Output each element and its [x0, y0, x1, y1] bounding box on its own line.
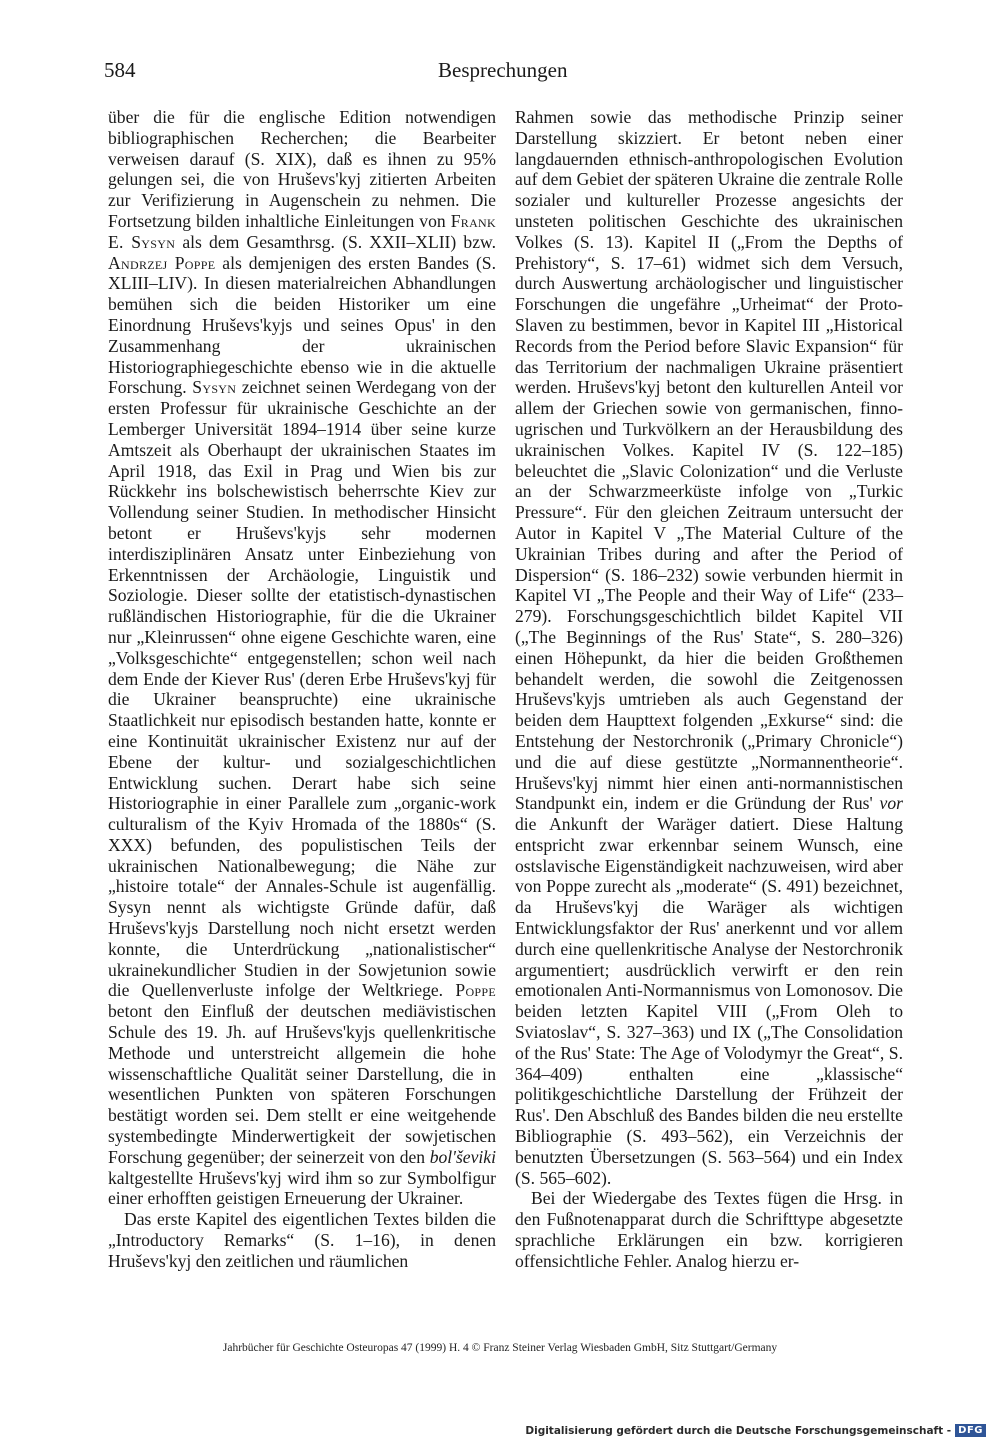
author-name-poppe: Andrzej Poppe — [108, 252, 216, 273]
text-run: Rahmen sowie das methodische Prinzip seiner Darstellung skizziert. Er betont neben einer langdauernden ethnisch-anthropologischen Evolution auf dem Gebiet der späteren Ukraine die zentrale Rolle sozialer und kultureller Prozesse angesichts der unsteten politischen Geschichte des ukrainischen Volkes (S. 13). Kapitel II („From the Depths of Prehistory“, S. 17–61) widmet sich dem Versuch, durch Auswertung archäologischer und linguistischer Forschungen die ungefähre „Urheimat“ der Proto-Slaven zu bestimmen, bevor in Kapitel III „Historical Records from the Period before Slavic Expansion“ für das Territorium der nachmaligen Ukraine präsentiert werden. Hruševs'kyj betont den kulturellen Anteil vor allem der Griechen sowie von germanischen, finno-ugrischen und Turkvölkern an der Herausbildung des ukrainischen Volkes. Kapitel IV (S. 122–185) beleuchtet die „Slavic Colonization“ und die Verluste an der Schwarzmeerküste infolge von „Turkic Pressure“. Für den gleichen Zeitraum untersucht der Autor in Kapitel V „The Material Culture of the Ukrainian Tribes during and after the Period of Dispersion“ (S. 186–232) sowie verbunden hiermit in Kapitel VI „The People and their Way of Life“ (233–279). Forschungsgeschichtlich bildet Kapitel VII („The Beginnings of the Rus' State“, S. 280–326) einen Höhepunkt, da hier die beiden Großthemen behandelt werden, die sowohl die Zeitgenossen Hruševs'kyjs umtrieben als auch Gegenstand der beiden dem Haupttext folgenden „Exkurse“ sind: die Entstehung der Nestorchronik („Primary Chronicle“) und die auf diese gestützte „Normannentheorie“. Hruševs'kyj nimmt hier einen anti-normannistischen Standpunkt ein, indem er die Gründung der Rus' — [515, 107, 903, 814]
author-name-poppe-ref: Poppe — [455, 980, 496, 1001]
italic-term: bol'ševiki — [429, 1146, 496, 1167]
text-run: die Ankunft der Waräger datiert. Diese Haltung entspricht zwar erkennbar seinem Wunsch, eine ostslavische Eigenständigkeit nachzuweisen, wird aber von Poppe zurecht als „moderate“ (S. 491) bezeichnet, da Hruševs'kyj die Waräger als wichtigen Entwicklungsfaktor der Rus' anerkennt und vor allem durch eine quellenkritische Analyse der Nestorchronik argumentiert; ausdrücklich verwirft er den rein emotionalen Anti-Normannismus von Lomonosov. Die beiden letzten Kapitel VIII („From Oleh to Sviatoslav“, S. 327–363) und IX („The Consolidation of the Rus' State: The Age of Volodymyr the Great“, S. 364–409) enthalten eine „klassische“ politikgeschichtliche Darstellung der Frühzeit der Rus'. Den Abschluß des Bandes bilden die neu erstellte Bibliographie (S. 493–562), ein Verzeichnis der benutzten Übersetzungen (S. 563–564) und ein Index (S. 565–602). — [515, 814, 903, 1188]
left-paragraph-1 — [108, 107, 496, 1209]
text-run: als demjenigen des ersten Bandes (S. XLIII–LIV). In diesen materialreichen Abhandlungen bemühen sich die beiden Historiker um eine Einordnung Hruševs'kyjs und seines Opus' in den Zusammenhang der ukrainischen Historiographiegeschichte ebenso wie in die aktuelle Forschung. — [108, 252, 496, 398]
text-run: betont den Einfluß der deutschen mediävistischen Schule des 19. Jh. auf Hruševs'kyjs quellenkritische Methode und unterstreicht allgemein die hohe wissenschaftliche Qualität seiner Darstellung, die in wesentlichen Punkten von späteren Forschungen bestätigt worden sei. Dem stellt er eine weitgehende systembedingte Minderwertigkeit der sowjetischen Forschung gegenüber; der seinerzeit von den — [108, 1001, 496, 1167]
text-run: als dem Gesamthrsg. (S. XXII–XLII) bzw. — [175, 231, 496, 252]
right-paragraph-2: Bei der Wiedergabe des Textes fügen die Hrsg. in den Fußnotenapparat durch die Schrifttype abgesetzte sprachliche Erklärungen ein bzw. korrigieren offensichtliche Fehler. Analog hierzu er- — [515, 1188, 903, 1271]
text-run: zeichnet seinen Werdegang von der ersten Professur für ukrainische Geschichte an der Lemberger Universität 1894–1914 über seine kurze Amtszeit als Oberhaupt der ukrainischen Staates im April 1918, das Exil in Prag und Wien bis zur Rückkehr ins bolschewistisch beherrschte Kiev zur Vollendung seiner Studien. In methodischer Hinsicht betont er Hruševs'kyjs sehr modernen interdisziplinären Ansatz unter Einbeziehung von Erkenntnissen der Archäologie, Linguistik und Soziologie. Dieser sollte der etatistisch-dynastischen rußländischen Historiographie, für die die Ukrainer nur „Kleinrussen“ ohne eigene Geschichte waren, eine „Volksgeschichte“ entgegenstellen; schon weil nach dem Ende der Kiever Rus' (deren Erbe Hruševs'kyj für die Ukrainer beanspruchte) eine ukrainische Staatlichkeit nur episodisch bestanden hatte, konnte er eine Kontinuität ukrainischer Existenz nur auf der Ebene der kultur- und sozialgeschichtlichen Entwicklung suchen. Derart habe sich seine Historiographie in einer Parallele zum „organic-work culturalism of the Kyiv Hromada of the 1880s“ (S. XXX) befunden, des populistischen Teils der ukrainischen Nationalbewegung; die Nähe zur „histoire totale“ der Annales-Schule ist augenfällig. Sysyn nennt als wichtigste Gründe dafür, daß Hruševs'kyjs Darstellung noch nicht ersetzt werden konnte, die Unterdrückung „nationalistischer“ ukrainekundlicher Studien in der Sowjetunion sowie die Quellenverluste infolge der Weltkriege. — [108, 377, 496, 1001]
text-run: über die für die englische Edition notwendigen bibliographischen Recherchen; die Bearbeiter verweisen darauf (S. XIX), daß es ihnen zu 95% gelungen sei, die von Hruševs'kyj zitierten Arbeiten zur Verifizierung in Augenschein zu nehmen. Die Fortsetzung bilden inhaltliche Einleitungen von — [108, 107, 496, 231]
digitization-note — [525, 1424, 986, 1437]
right-paragraph-1 — [515, 107, 903, 1188]
author-name-sysyn: Frank E. Sysyn — [108, 210, 496, 252]
text-run: kaltgestellte Hruševs'kyj wird ihm so zur Symbolfigur einer erhofften geistigen Erneuerung der Ukrainer. — [108, 1167, 496, 1209]
italic-term: vor — [879, 793, 903, 814]
dfg-logo: DFG — [955, 1424, 986, 1437]
running-title: Besprechungen — [438, 58, 568, 82]
journal-footer: Jahrbücher für Geschichte Osteuropas 47 (1999) H. 4 © Franz Steiner Verlag Wiesbaden GmbH, Sitz Stuttgart/Germany — [222, 1342, 778, 1354]
page-number: 584 — [104, 58, 136, 82]
left-paragraph-2: Das erste Kapitel des eigentlichen Textes bilden die „Introductory Remarks“ (S. 1–16), in denen Hruševs'kyj den zeitlichen und räumlichen — [108, 1209, 496, 1271]
left-column — [108, 107, 496, 1272]
author-name-sysyn-ref: Sysyn — [192, 377, 237, 398]
digitization-text: Digitalisierung gefördert durch die Deutsche Forschungsgemeinschaft - — [525, 1424, 952, 1437]
right-column — [515, 107, 903, 1272]
